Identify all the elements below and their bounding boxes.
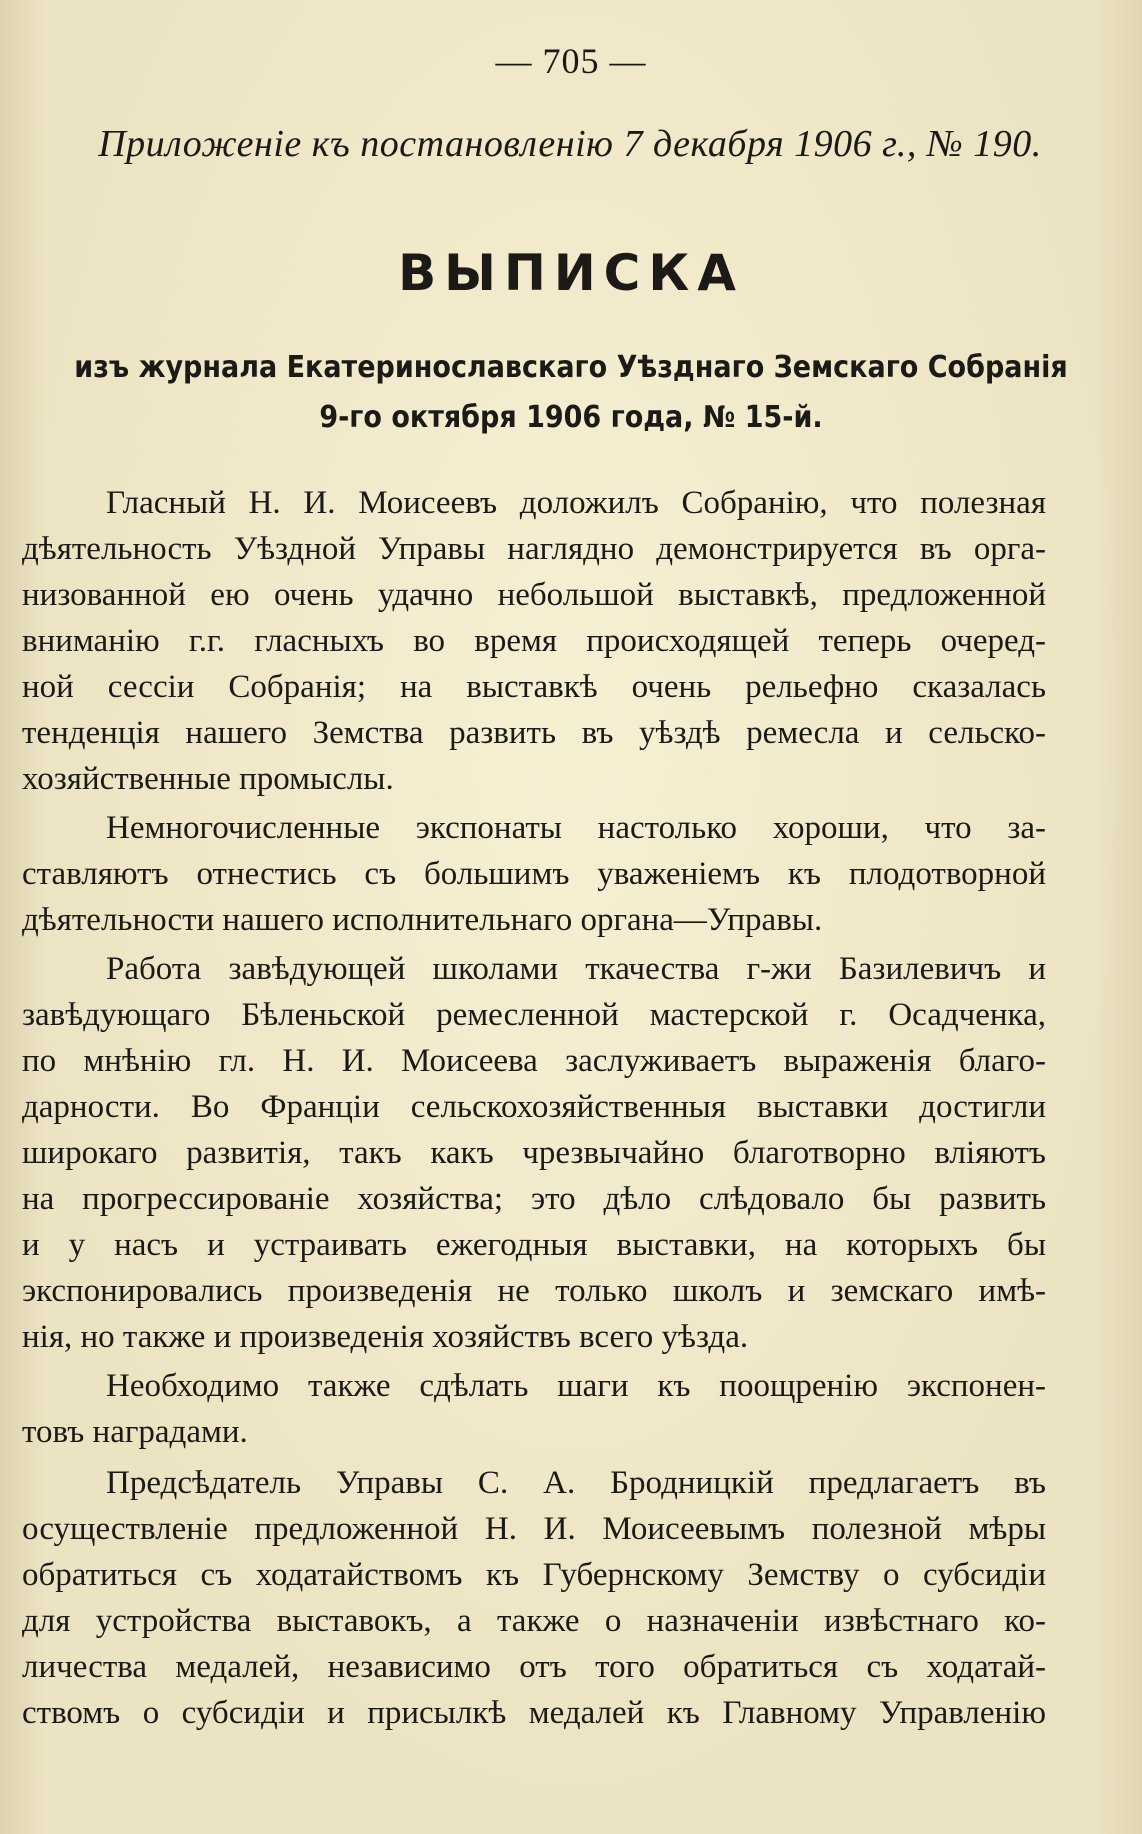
page-number: — 705 — [495,41,647,81]
appendix-line: Приложенie къ постановленiю 7 декабря 1906 г., № 190. [98,123,1042,165]
text-line: для устройства выставокъ, а также о назначенiи извѣстнаго ко- [22,1603,1046,1639]
text-line: Предсѣдатель Управы С. А. Бродницкiй предлагаетъ въ [106,1465,1046,1501]
subtitle-line-1: изъ журнала Екатеринославскаго Уѣзднаго Земскаго Собранiя [74,350,1068,385]
text-line: Гласный Н. И. Моисеевъ доложилъ Собранiю, что полезная [106,485,1046,521]
text-line: ставляютъ отнестись съ большимъ уваженiемъ къ плодотворной [22,856,1046,892]
document-title: ВЫПИСКА [398,244,744,302]
text-line: низованной ею очень удачно небольшой выставкѣ, предложенной [22,577,1046,613]
text-line: осуществленiе предложенной Н. И. Моисеевымъ полезной мѣры [22,1511,1046,1547]
text-line: на прогрессированiе хозяйства; это дѣло слѣдовало бы развить [22,1181,1046,1217]
text-line: по мнѣнiю гл. Н. И. Моисеева заслуживаетъ выраженiя благо- [22,1043,1046,1079]
text-line: широкаго развитiя, такъ какъ чрезвычайно благотворно влiяютъ [22,1135,1046,1171]
text-line: Работа завѣдующей школами ткачества г-жи Базилевичъ и [106,951,1046,987]
text-line: ной сессiи Собранiя; на выставкѣ очень рельефно сказалась [22,669,1046,705]
text-line: тенденцiя нашего Земства развить въ уѣздѣ ремесла и сельско- [22,715,1046,751]
text-line: ствомъ о субсидiи и присылкѣ медалей къ Главному Управленiю [22,1695,1046,1731]
text-line: дѣятельность Уѣздной Управы наглядно демонстрируется въ орга- [22,531,1046,567]
text-line: экспонировались произведенiя не только школъ и земскаго имѣ- [22,1273,1046,1309]
text-line: Необходимо также сдѣлать шаги къ поощренiю экспонен- [106,1368,1046,1404]
text-line: нiя, но также и произведенiя хозяйствъ всего уѣзда. [22,1319,749,1355]
text-line: завѣдующаго Бѣленьской ремесленной мастерской г. Осадченка, [22,997,1046,1033]
text-line: личества медалей, независимо отъ того обратиться съ ходатай- [22,1649,1046,1685]
subtitle-line-2: 9-го октября 1906 года, № 15-й. [319,400,823,435]
text-line: хозяйственные промыслы. [22,761,394,797]
text-line: дѣятельности нашего исполнительнаго органа—Управы. [22,902,823,938]
text-line: товъ наградами. [22,1414,248,1450]
text-line: обратиться съ ходатайствомъ къ Губернскому Земству о субсидiи [22,1557,1046,1593]
text-line: Немногочисленные экспонаты настолько хороши, что за- [106,810,1046,846]
text-line: вниманiю г.г. гласныхъ во время происходящей теперь очеред- [22,623,1046,659]
text-line: и у насъ и устраивать ежегодныя выставки, на которыхъ бы [22,1227,1046,1263]
text-line: дарности. Во Францiи сельскохозяйственныя выставки достигли [22,1089,1046,1125]
